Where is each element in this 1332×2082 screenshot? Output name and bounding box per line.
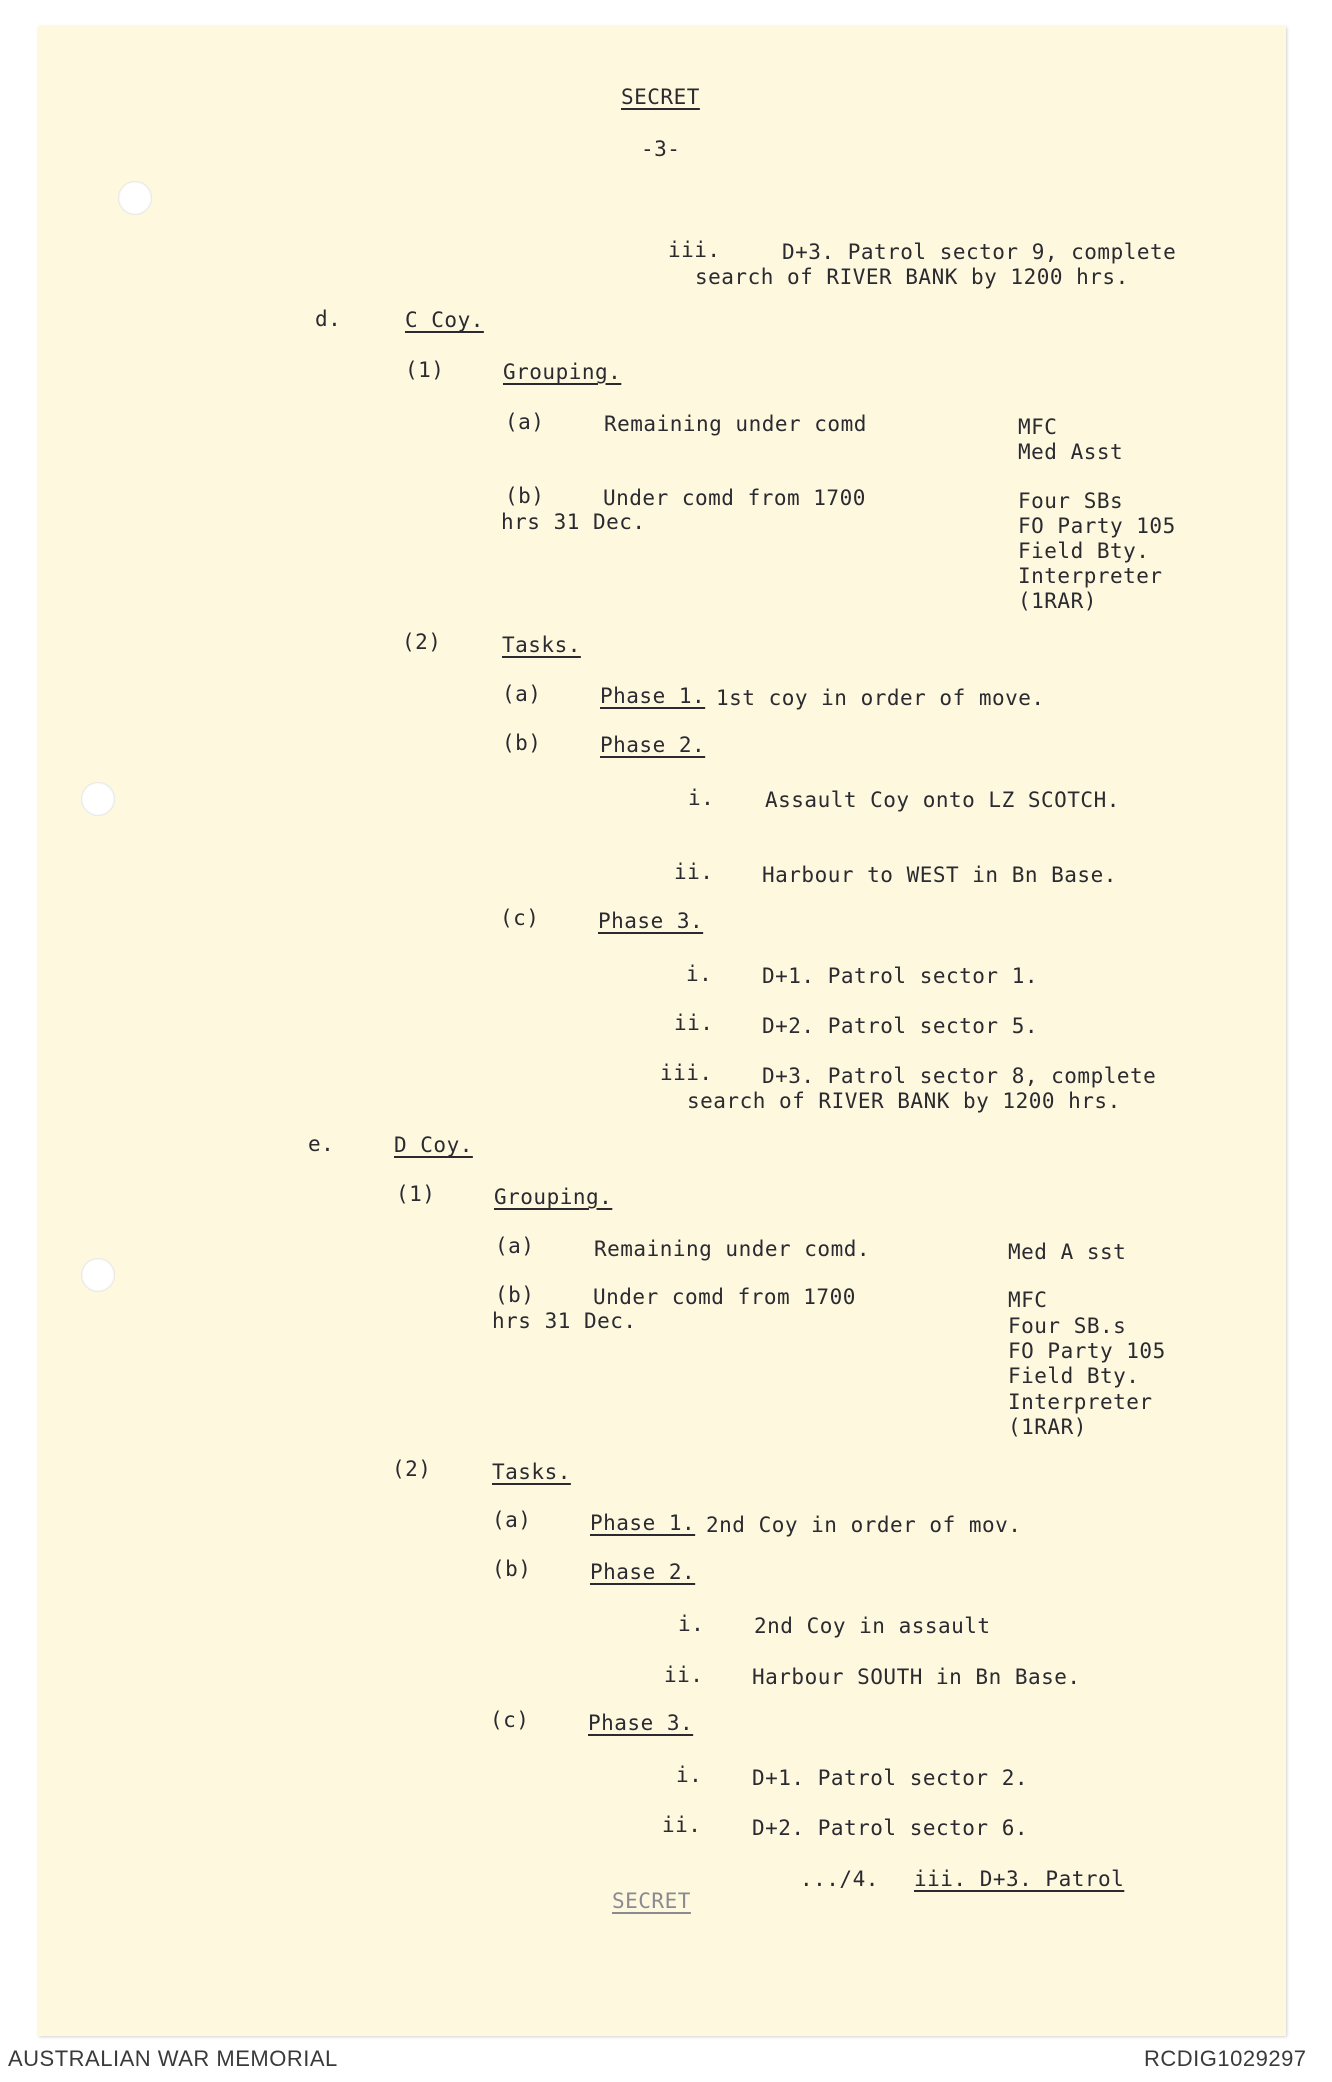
item-number: ii. (662, 1813, 702, 1837)
para-heading: Tasks. (492, 1460, 571, 1484)
asset-item: MFC (1018, 415, 1058, 439)
classification-header: SECRET (621, 85, 700, 109)
sub-para-text: Under comd from 1700 (593, 1285, 856, 1309)
sub-para-number: (a) (505, 410, 545, 434)
sub-para-number: (b) (505, 484, 545, 508)
asset-item: Med Asst (1018, 440, 1124, 464)
sub-para-text-continued: hrs 31 Dec. (501, 510, 646, 534)
item-text: Assault Coy onto LZ SCOTCH. (765, 788, 1120, 812)
phase-heading: Phase 3. (588, 1711, 694, 1735)
sub-para-number: (b) (502, 731, 542, 755)
item-number: iii. (668, 238, 721, 262)
para-heading: Grouping. (503, 360, 622, 384)
phase-heading: Phase 1. (600, 684, 706, 708)
page-number: -3- (641, 137, 681, 161)
item-number: iii. (660, 1061, 713, 1085)
item-text: D+3. Patrol sector 9, complete (782, 240, 1177, 264)
para-heading: Tasks. (502, 633, 581, 657)
section-letter: e. (308, 1132, 335, 1156)
item-number: ii. (674, 860, 714, 884)
item-text: 2nd Coy in assault (754, 1614, 991, 1638)
asset-item: MFC (1008, 1288, 1048, 1312)
item-text-continued: search of RIVER BANK by 1200 hrs. (695, 265, 1129, 289)
asset-item: FO Party 105 (1008, 1339, 1166, 1363)
asset-item: Four SBs (1018, 489, 1124, 513)
asset-item: (1RAR) (1018, 589, 1097, 613)
item-number: i. (688, 786, 715, 810)
item-text: D+1. Patrol sector 2. (752, 1766, 1029, 1790)
item-text: D+3. Patrol sector 8, complete (762, 1064, 1157, 1088)
asset-item: Med A sst (1008, 1240, 1127, 1264)
sub-para-number: (b) (495, 1283, 535, 1307)
continuation-next: iii. D+3. Patrol (914, 1867, 1125, 1891)
sub-para-number: (a) (502, 682, 542, 706)
asset-item: Four SB.s (1008, 1314, 1127, 1338)
punch-hole (81, 1258, 115, 1292)
phase-heading: Phase 2. (590, 1560, 696, 1584)
item-text: D+2. Patrol sector 6. (752, 1816, 1029, 1840)
asset-item: Field Bty. (1008, 1364, 1140, 1388)
sub-para-number: (c) (490, 1708, 530, 1732)
item-text: Harbour SOUTH in Bn Base. (752, 1665, 1081, 1689)
section-title: C Coy. (405, 308, 484, 332)
sub-para-number: (a) (492, 1508, 532, 1532)
item-number: i. (678, 1612, 705, 1636)
item-number: ii. (674, 1011, 714, 1035)
classification-footer: SECRET (612, 1889, 691, 1913)
asset-item: Interpreter (1018, 564, 1163, 588)
sub-para-text: Remaining under comd (604, 412, 867, 436)
item-number: i. (686, 962, 713, 986)
phase-text: 1st coy in order of move. (716, 686, 1045, 710)
item-text: D+1. Patrol sector 1. (762, 964, 1039, 988)
phase-text: 2nd Coy in order of mov. (706, 1513, 1022, 1537)
item-text: D+2. Patrol sector 5. (762, 1014, 1039, 1038)
punch-hole (81, 782, 115, 816)
sub-para-number: (a) (495, 1234, 535, 1258)
phase-heading: Phase 2. (600, 733, 706, 757)
para-number: (2) (392, 1457, 432, 1481)
phase-heading: Phase 1. (590, 1511, 696, 1535)
item-number: ii. (664, 1663, 704, 1687)
continuation-marker: .../4. (800, 1867, 879, 1891)
sub-para-text: Under comd from 1700 (603, 486, 866, 510)
para-number: (1) (405, 358, 445, 382)
para-number: (2) (402, 630, 442, 654)
asset-item: FO Party 105 (1018, 514, 1176, 538)
section-letter: d. (315, 307, 342, 331)
item-text-continued: search of RIVER BANK by 1200 hrs. (687, 1089, 1121, 1113)
item-text: Harbour to WEST in Bn Base. (762, 863, 1117, 887)
archive-name: AUSTRALIAN WAR MEMORIAL (8, 2046, 338, 2071)
para-number: (1) (396, 1182, 436, 1206)
asset-item: Field Bty. (1018, 539, 1150, 563)
section-title: D Coy. (394, 1133, 473, 1157)
item-number: i. (676, 1763, 703, 1787)
phase-heading: Phase 3. (598, 909, 704, 933)
punch-hole (118, 181, 152, 215)
sub-para-text: Remaining under comd. (594, 1237, 871, 1261)
sub-para-number: (b) (492, 1557, 532, 1581)
archive-id: RCDIG1029297 (1144, 2046, 1307, 2071)
asset-item: Interpreter (1008, 1390, 1153, 1414)
asset-item: (1RAR) (1008, 1415, 1087, 1439)
sub-para-text-continued: hrs 31 Dec. (492, 1309, 637, 1333)
sub-para-number: (c) (500, 906, 540, 930)
para-heading: Grouping. (494, 1185, 613, 1209)
